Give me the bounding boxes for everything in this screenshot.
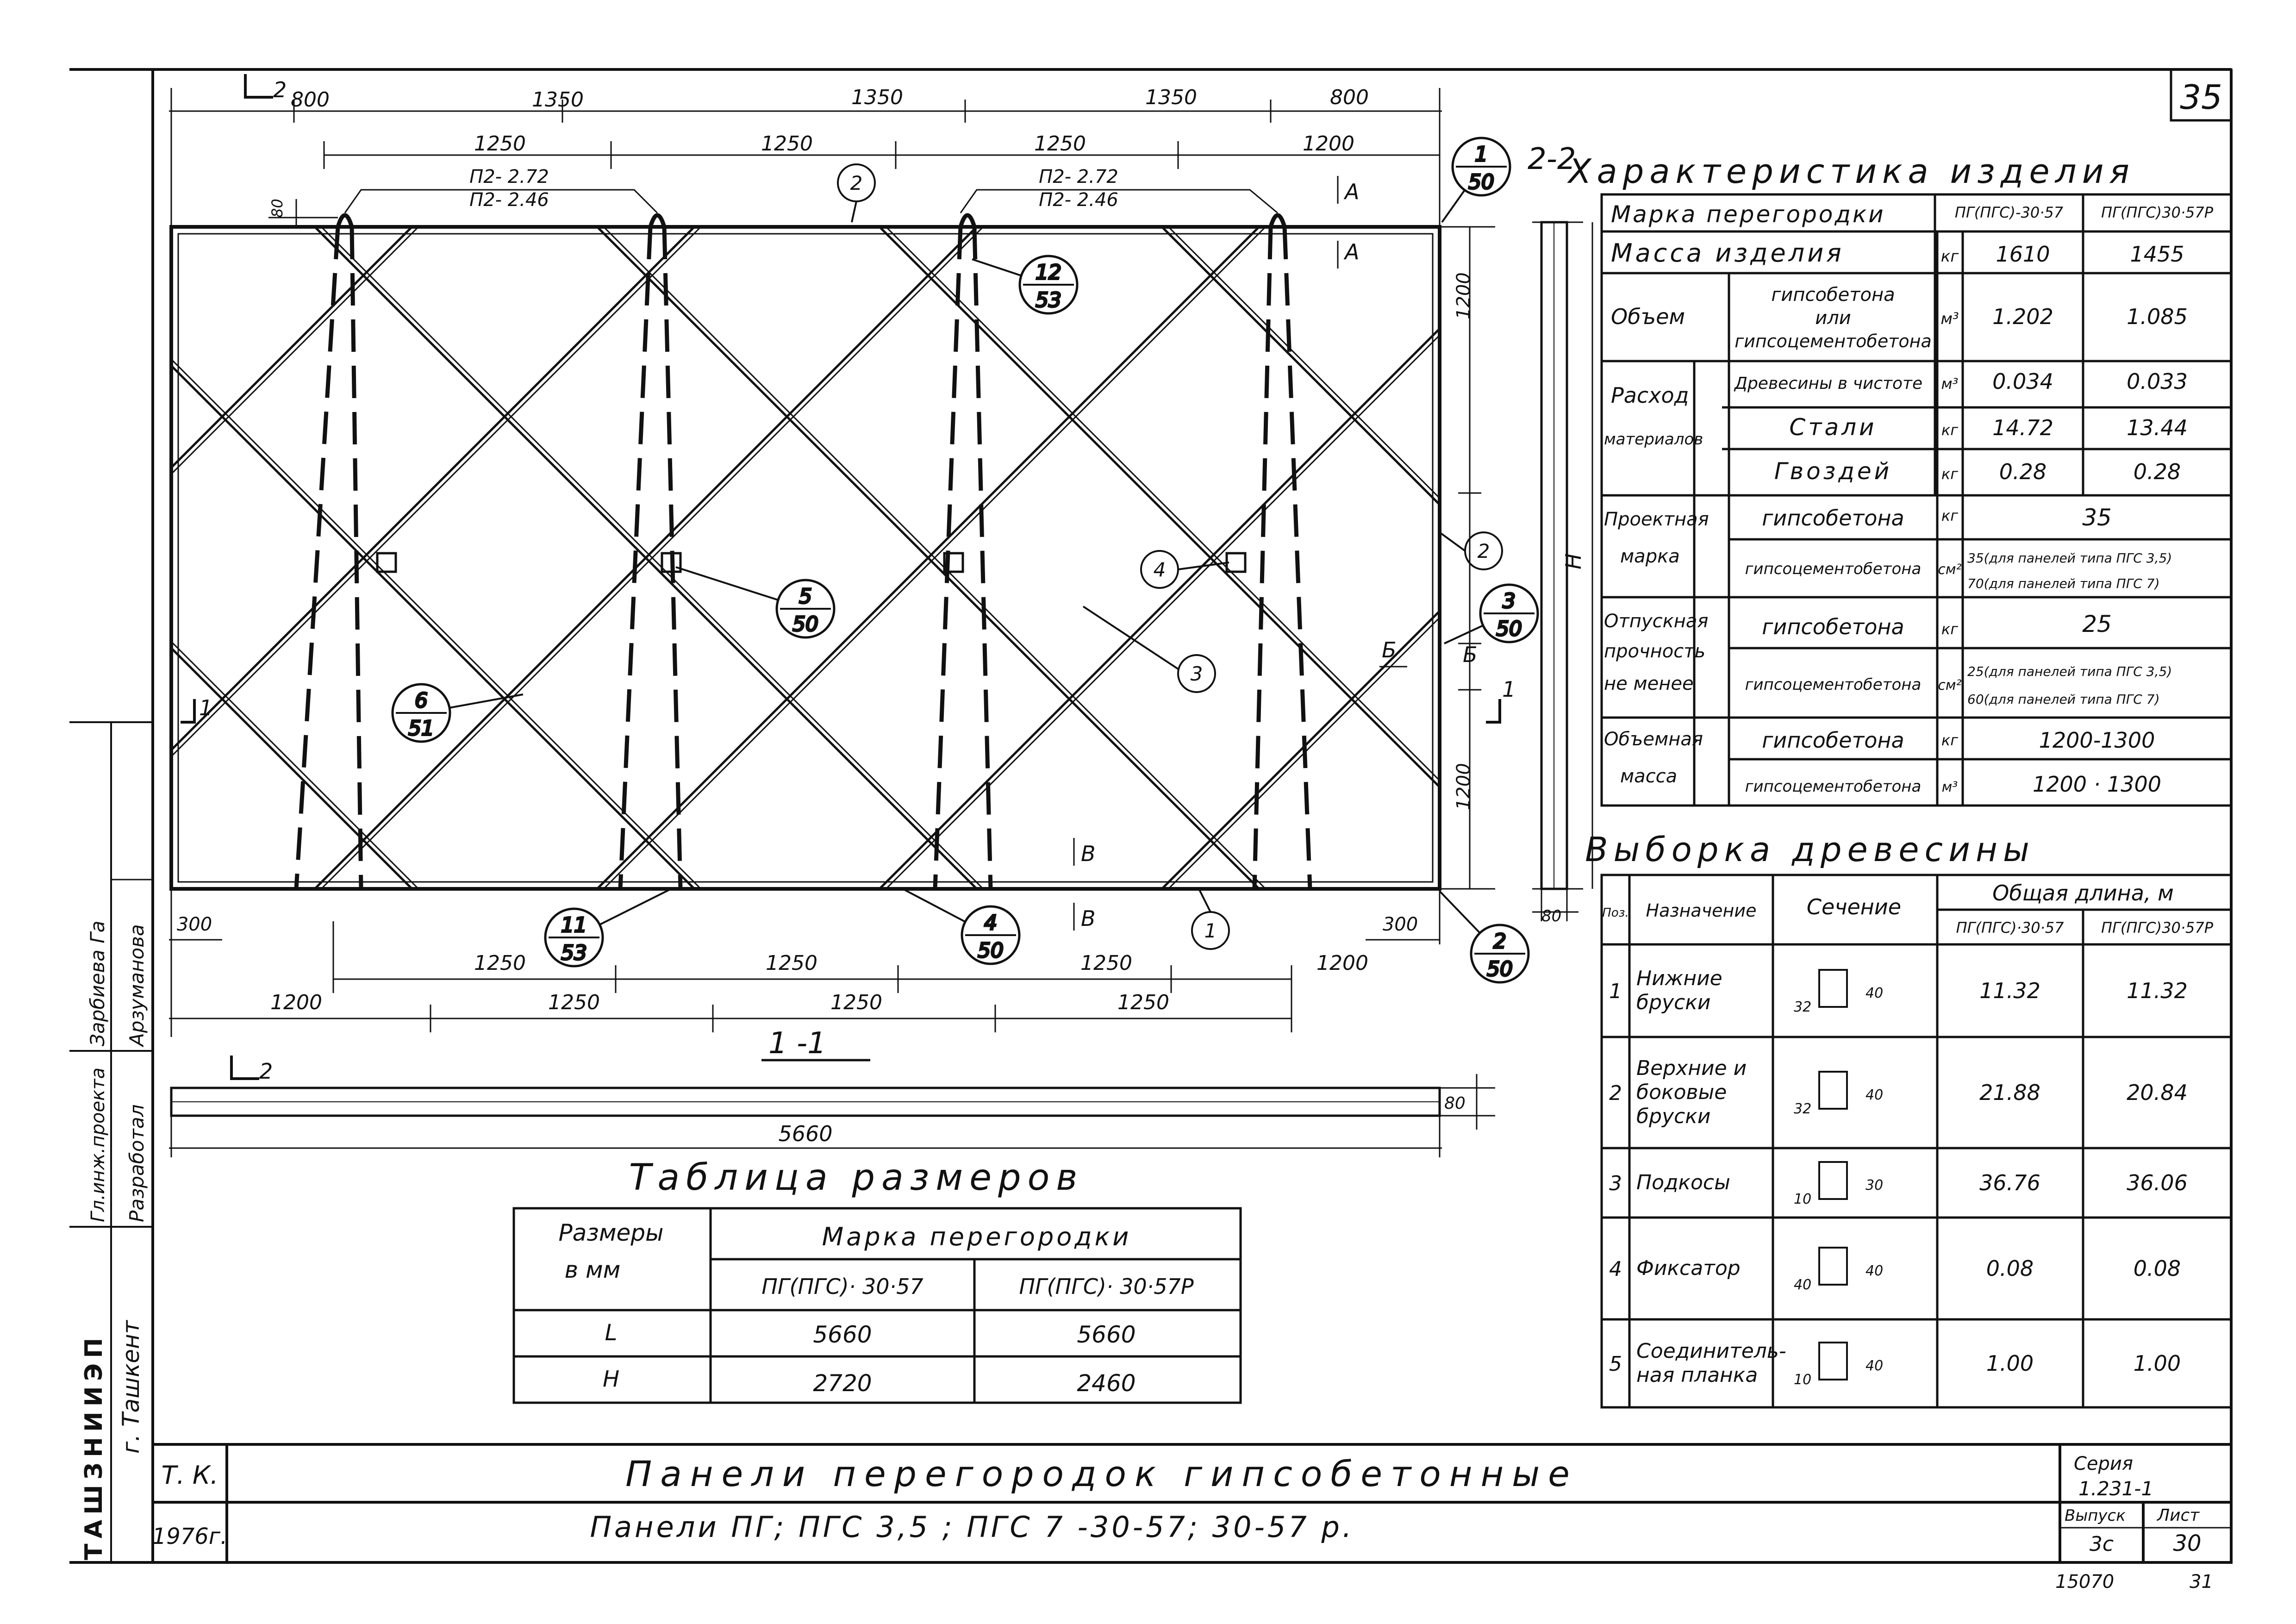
wood-row-length-2: 11.32	[2127, 978, 2188, 1003]
char-design-unit-1: кг	[1941, 507, 1959, 525]
mark-a-top: А	[1345, 179, 1360, 204]
wood-row-name: Верхние и	[1636, 1056, 1747, 1080]
callout-number: 1	[1475, 143, 1488, 166]
wood-row-length-2: 0.08	[2133, 1256, 2181, 1281]
wood-header-length: Общая длина, м	[1992, 881, 2174, 906]
title-subtitle: Панели ПГ; ПГС 3,5 ; ПГС 7 -30-57; 30-57 р.	[590, 1510, 1354, 1544]
dim-bottom-1-5: 1200	[1316, 951, 1368, 975]
wood-row-name: Фиксатор	[1636, 1256, 1741, 1280]
brace-down	[0, 227, 412, 889]
callout-sheet: 50	[792, 612, 818, 636]
wood-row	[1609, 967, 2188, 1015]
char-mass-label: Масса изделия	[1611, 238, 1844, 268]
wood-row-length-2: 1.00	[2133, 1351, 2181, 1376]
callout-sheet: 53	[1036, 288, 1061, 312]
sizes-col-1: ПГ(ПГС)· 30·57	[761, 1274, 923, 1299]
dim-second-1: 1250	[474, 132, 526, 156]
section-sketch	[1819, 1248, 1847, 1285]
char-release-label-3: не менее	[1604, 673, 1694, 694]
callout-number: 11	[561, 913, 587, 937]
wood-row-pos: 1	[1609, 980, 1622, 1003]
section-thickness-dim: 80	[1541, 907, 1562, 925]
dim-second-2: 1250	[761, 132, 813, 156]
char-density-gyps: гипсобетона	[1762, 728, 1904, 753]
pos-mark-5: 1	[1204, 919, 1217, 942]
char-density-gyps-value: 1200-1300	[2039, 728, 2155, 753]
char-design-gypscem-value-1: 35(для панелей типа ПГС 3,5)	[1967, 550, 2172, 566]
dim-right-2: 1200	[1453, 763, 1474, 810]
char-volume-label: Объем	[1611, 304, 1685, 329]
callout-12-53	[972, 256, 1077, 313]
issue-value: 3с	[2089, 1532, 2114, 1556]
panel-elevation	[0, 74, 2296, 1157]
char-mass-v2: 1455	[2130, 242, 2184, 267]
cut-arrows	[181, 74, 1500, 1079]
callout-6-51	[393, 684, 523, 742]
wood-row	[1609, 1162, 2188, 1207]
wood-row-length-1: 21.88	[1979, 1080, 2040, 1105]
wood-table	[1585, 830, 2231, 1407]
wood-row-length-2: 36.06	[2127, 1170, 2188, 1195]
wood-row-name: Соединитель-	[1636, 1339, 1786, 1363]
left-stamp	[69, 722, 153, 1562]
char-design-label-1: Проектная	[1604, 509, 1709, 530]
char-volume-sub-3: гипсоцементобетона	[1734, 331, 1932, 351]
dim-bottom-2-4: 1250	[1117, 991, 1169, 1014]
section-1-1-label: 1 -1	[768, 1026, 826, 1061]
characteristics-table	[1566, 152, 2231, 806]
dim-second-4: 1200	[1303, 132, 1354, 156]
dim-top-2: 1350	[532, 88, 584, 112]
char-release-label-1: Отпускная	[1604, 611, 1709, 632]
section-height-mark: Н	[1561, 553, 1586, 569]
sizes-table-title: Таблица размеров	[629, 1157, 1084, 1199]
char-release-gyps: гипсобетона	[1762, 614, 1904, 639]
section-2-2	[1532, 222, 1592, 921]
wood-row-length-1: 0.08	[1986, 1256, 2034, 1281]
cut-mark-2-bottom: 2	[259, 1059, 273, 1084]
wood-header-col-1: ПГ(ПГС)·30·57	[1956, 919, 2064, 937]
callout-sheet: 53	[561, 941, 587, 965]
cut-mark-2-top: 2	[273, 77, 287, 102]
char-density-gypscem-value: 1200 · 1300	[2033, 772, 2161, 797]
callout-3-50	[1444, 585, 1538, 643]
callout-sheet: 50	[978, 939, 1004, 962]
wood-row-pos: 4	[1609, 1257, 1622, 1281]
section-sketch	[1819, 1162, 1847, 1199]
wood-row-pos: 5	[1609, 1352, 1622, 1376]
title-main: Панели перегородок гипсобетонные	[625, 1453, 1578, 1494]
dim-left-80: 80	[268, 199, 286, 218]
char-consumption-wood: Древесины в чистоте	[1734, 374, 1923, 393]
char-consumption-steel-v1: 14.72	[1992, 415, 2053, 440]
mark-b-right: Б	[1463, 642, 1478, 667]
char-design-gyps-value: 35	[2082, 504, 2112, 531]
sizes-table	[514, 1157, 1241, 1403]
wood-row	[1609, 1248, 2181, 1293]
wood-row-name: ная планка	[1636, 1363, 1758, 1387]
char-release-unit-2: см²	[1938, 677, 1962, 693]
dim-second-3: 1250	[1034, 132, 1086, 156]
section-dim-b: 30	[1866, 1177, 1884, 1193]
char-volume-unit: м³	[1940, 310, 1959, 328]
sizes-row-l-label: L	[605, 1320, 618, 1346]
loop-label-left-top: П2- 2.72	[469, 166, 549, 187]
series-value: 1.231-1	[2078, 1477, 2154, 1500]
sizes-header-group: Марка перегородки	[822, 1222, 1132, 1251]
char-consumption-nails-v1: 0.28	[1999, 459, 2047, 484]
signature-role-1: Гл.инж.проекта	[87, 1067, 109, 1222]
wood-table-title: Выборка древесины	[1585, 830, 2035, 869]
char-table-title: Характеристика изделия	[1568, 152, 2135, 191]
char-consumption-label-2: материалов	[1604, 430, 1703, 449]
brace-up	[0, 227, 412, 889]
cut-mark-1-right: 1	[1502, 677, 1516, 702]
char-mass-unit: кг	[1940, 247, 1959, 266]
char-release-gypscem-value-1: 25(для панелей типа ПГС 3,5)	[1967, 664, 2172, 679]
callouts	[393, 138, 1538, 982]
sheet-value: 30	[2173, 1530, 2202, 1556]
char-mass-v1: 1610	[1996, 242, 2050, 267]
brace-up-edge	[0, 227, 136, 889]
wood-header-name: Назначение	[1646, 900, 1757, 921]
brace-down-edge	[0, 227, 136, 889]
wood-row-length-1: 36.76	[1979, 1170, 2040, 1195]
year-label: 1976г.	[152, 1524, 228, 1549]
char-consumption-steel: Стали	[1789, 414, 1877, 441]
callout-number: 6	[415, 689, 428, 712]
tk-label: Т. К.	[161, 1461, 218, 1490]
char-density-label-2: масса	[1620, 766, 1678, 787]
org-name: ТАШЗНИИЭП	[80, 1338, 108, 1560]
callout-number: 3	[1503, 589, 1516, 613]
char-header-col-1: ПГ(ПГС)-30·57	[1954, 204, 2064, 221]
sheet-label: Лист	[2157, 1506, 2200, 1525]
char-density-label-1: Объемная	[1604, 729, 1703, 750]
wood-rows	[1609, 967, 2188, 1388]
char-consumption-wood-v1: 0.034	[1992, 369, 2053, 394]
section-sketch	[1819, 1072, 1847, 1109]
char-release-gypscem: гипсоцементобетона	[1745, 675, 1922, 694]
char-release-label-2: прочность	[1604, 641, 1706, 662]
sizes-col-2: ПГ(ПГС)· 30·57Р	[1019, 1274, 1194, 1299]
section-dim-b: 40	[1866, 985, 1884, 1001]
title-block	[152, 1444, 2231, 1593]
dim-top-4: 1350	[1145, 86, 1197, 109]
mark-b-left: Б	[1382, 637, 1397, 662]
dim-top-5: 800	[1330, 86, 1369, 109]
char-consumption-label-1: Расход	[1611, 383, 1689, 408]
mark-v-top: В	[1081, 841, 1096, 866]
callout-2-50	[1440, 891, 1529, 982]
char-design-gypscem-value-2: 70(для панелей типа ПГС 7)	[1967, 576, 2160, 591]
char-consumption-steel-unit: кг	[1941, 421, 1959, 439]
char-consumption-nails: Гвоздей	[1774, 458, 1892, 485]
section-sketch	[1819, 970, 1847, 1007]
char-consumption-wood-unit: м³	[1941, 375, 1959, 393]
dim-bottom-300-right: 300	[1382, 914, 1418, 935]
section-dim-a: 10	[1794, 1372, 1812, 1388]
wood-row-name: бруски	[1636, 1105, 1711, 1128]
dim-bottom-1-4: 1250	[1080, 951, 1132, 975]
pos-mark-1: 2	[850, 172, 863, 194]
callout-number: 12	[1036, 261, 1061, 284]
section-dim-a: 40	[1794, 1277, 1812, 1293]
section-1-1	[169, 1060, 1495, 1157]
signature-name-1: Зарбиева Га	[86, 920, 109, 1046]
pos-mark-3: 4	[1153, 558, 1166, 581]
dim-bottom-2-1: 1200	[270, 991, 322, 1014]
wood-row-pos: 2	[1609, 1081, 1622, 1105]
wood-row-name: Подкосы	[1636, 1171, 1730, 1194]
signature-role-2: Разработал	[125, 1104, 148, 1222]
char-consumption-nails-unit: кг	[1941, 465, 1959, 483]
dim-top-3: 1350	[851, 86, 903, 109]
wood-row-name: бруски	[1636, 991, 1711, 1014]
pos-mark-4: 3	[1190, 662, 1203, 685]
dim-bottom-1-2: 1250	[474, 951, 526, 975]
char-density-unit-2: м³	[1941, 779, 1958, 795]
sheet-corner-number: 35	[2180, 78, 2222, 117]
char-consumption-nails-v2: 0.28	[2133, 459, 2181, 484]
callout-11-53	[545, 889, 671, 966]
char-volume-sub-2: или	[1815, 307, 1851, 329]
callout-number: 4	[984, 911, 997, 935]
char-design-label-2: марка	[1620, 546, 1680, 567]
fixator-nodes	[377, 553, 1245, 572]
signature-name-2: Арзуманова	[125, 924, 148, 1046]
section-2-2-label: 2-2	[1528, 142, 1576, 176]
char-release-gypscem-value-2: 60(для панелей типа ПГС 7)	[1967, 692, 2160, 707]
dim-right-1: 1200	[1453, 272, 1474, 319]
char-design-gypscem: гипсоцементобетона	[1745, 560, 1922, 578]
wood-row	[1609, 1339, 2181, 1388]
callout-sheet: 50	[1496, 617, 1522, 641]
dim-bottom-2-2: 1250	[548, 991, 600, 1014]
section-dim-b: 40	[1866, 1263, 1884, 1279]
section-sketch	[1819, 1343, 1847, 1380]
sizes-row-h-v1: 2720	[813, 1370, 872, 1397]
callout-5-50	[676, 567, 834, 637]
sheet-number-box	[2171, 69, 2231, 120]
char-consumption-wood-v2: 0.033	[2127, 369, 2188, 394]
wood-row-pos: 3	[1609, 1172, 1622, 1195]
loop-label-right-bot: П2- 2.46	[1039, 189, 1118, 211]
char-volume-sub-1: гипсобетона	[1771, 284, 1895, 306]
char-density-gypscem: гипсоцементобетона	[1745, 777, 1922, 796]
wood-row-name: боковые	[1636, 1081, 1727, 1104]
section-dim-a: 32	[1794, 999, 1812, 1015]
callout-1-50	[1442, 138, 1510, 222]
plan-thickness-dim: 80	[1444, 1094, 1466, 1113]
char-header-label: Марка перегородки	[1611, 201, 1885, 228]
sizes-row-l-v1: 5660	[813, 1321, 872, 1348]
char-release-unit-1: кг	[1941, 620, 1959, 638]
dim-bottom-2-3: 1250	[830, 991, 882, 1014]
char-volume-v2: 1.085	[2127, 304, 2188, 329]
char-density-unit-1: кг	[1941, 731, 1959, 749]
cut-mark-1-left: 1	[199, 695, 213, 720]
org-city: г. Ташкент	[118, 1320, 144, 1454]
loop-label-right-top: П2- 2.72	[1039, 166, 1118, 187]
char-volume-v1: 1.202	[1992, 304, 2053, 329]
char-release-gyps-value: 25	[2082, 611, 2112, 637]
callout-sheet: 50	[1468, 170, 1494, 194]
sizes-header-left-2: в мм	[564, 1256, 621, 1283]
sizes-header-left-1: Размеры	[558, 1219, 664, 1246]
wood-row	[1609, 1056, 2188, 1128]
wood-row-length-2: 20.84	[2127, 1080, 2188, 1105]
callout-sheet: 50	[1487, 957, 1513, 981]
mark-a-bottom: А	[1345, 239, 1360, 264]
mark-v-bottom: В	[1081, 906, 1096, 931]
stamp-note: 15070	[2055, 1571, 2115, 1593]
wood-row-length-1: 11.32	[1979, 978, 2040, 1003]
wood-header-pos: Поз.	[1602, 906, 1629, 920]
char-consumption-steel-v2: 13.44	[2127, 415, 2188, 440]
series-label: Серия	[2074, 1453, 2133, 1474]
plan-length-dim: 5660	[778, 1121, 833, 1146]
callout-sheet: 51	[408, 717, 434, 740]
bottom-dimension-texts	[177, 914, 1418, 1014]
issue-label: Выпуск	[2065, 1506, 2126, 1525]
dim-top-1: 800	[291, 88, 330, 112]
dim-bottom-1-3: 1250	[766, 951, 817, 975]
callout-4-50	[903, 889, 1019, 964]
section-dim-b: 40	[1866, 1087, 1884, 1103]
dim-bottom-300-left: 300	[176, 914, 212, 935]
callout-number: 5	[799, 585, 812, 608]
char-design-unit-2: см²	[1938, 562, 1962, 578]
wood-header-col-2: ПГ(ПГС)30·57Р	[2101, 919, 2213, 937]
pos-mark-2: 2	[1477, 540, 1490, 562]
wood-row-length-1: 1.00	[1986, 1351, 2034, 1376]
char-design-gyps: гипсобетона	[1762, 506, 1904, 531]
section-dim-b: 40	[1866, 1358, 1884, 1374]
sizes-row-h-v2: 2460	[1077, 1370, 1136, 1397]
sizes-row-l-v2: 5660	[1077, 1321, 1136, 1348]
section-dim-a: 10	[1794, 1191, 1812, 1207]
wood-header-section: Сечение	[1806, 894, 1902, 919]
loop-label-left-bot: П2- 2.46	[469, 189, 549, 211]
callout-number: 2	[1493, 930, 1506, 953]
wood-row-name: Нижние	[1636, 967, 1722, 990]
char-header-col-2: ПГ(ПГС)30·57Р	[2101, 204, 2213, 221]
section-dim-a: 32	[1794, 1101, 1812, 1117]
corner-note: 31	[2190, 1571, 2213, 1593]
sizes-row-h-label: Н	[602, 1366, 620, 1392]
